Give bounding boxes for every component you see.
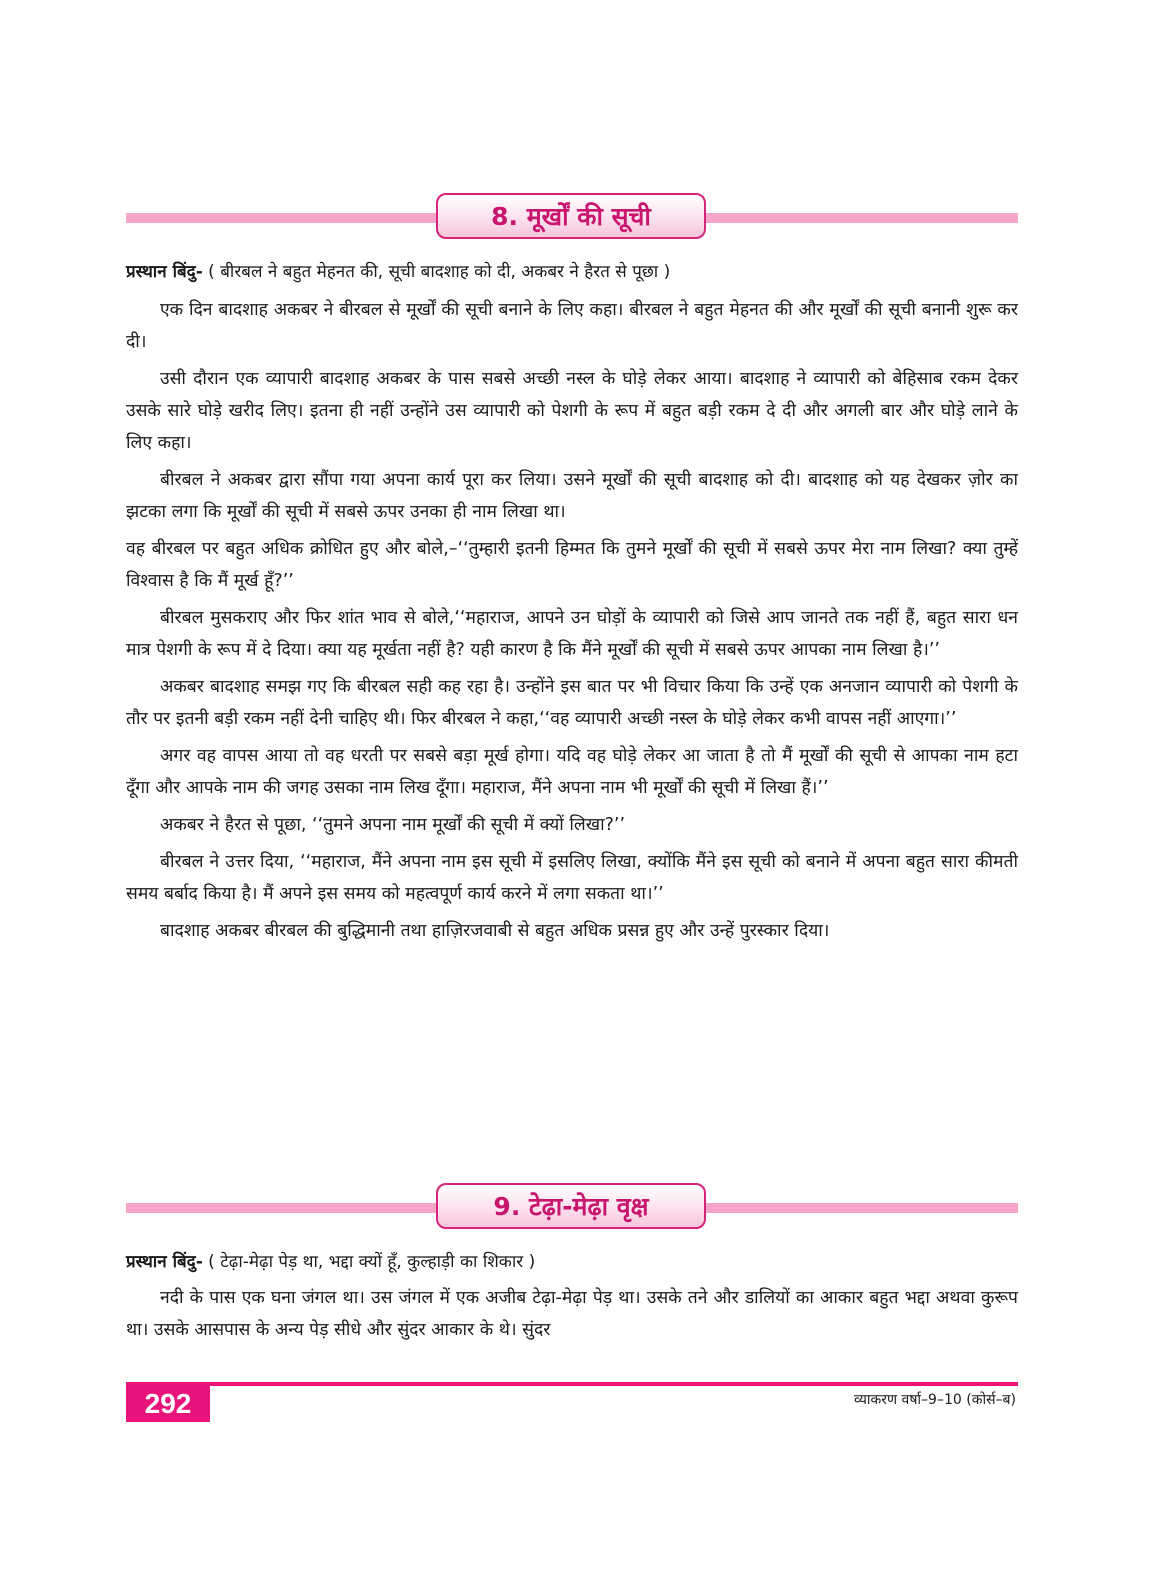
section-9-title-box [436,1183,706,1229]
section-9-title: 9. टेढ़ा-मेढ़ा वृक्ष [493,1192,649,1221]
section-9-heading [126,1183,1018,1233]
lead-text: ( बीरबल ने बहुत मेहनत की, सूची बादशाह को दी, अकबर ने हैरत से पूछा ) [208,262,671,282]
paragraph: एक दिन बादशाह अकबर ने बीरबल से मूर्खों की सूची बनाने के लिए कहा। बीरबल ने बहुत मेहनत की और मूर्खों की सूची बनानी शुरू कर दी। [126,300,1018,352]
section-9-prasthan-bindu [126,1248,1018,1276]
paragraph: बीरबल ने उत्तर दिया, ‘‘महाराज, मैंने अपना नाम इस सूची में इसलिए लिखा, क्योंकि मैंने इस सूची को बनाने में अपना बहुत सारा कीमती समय बर्बाद किया है। मैं अपने इस समय को महत्वपूर्ण कार्य करने में लगा सकता था।’’ [126,852,1018,904]
section-8-title-box [436,193,706,239]
paragraph: बीरबल ने अकबर द्वारा सौंपा गया अपना कार्य पूरा कर लिया। उसने मूर्खों की सूची बादशाह को दी। बादशाह को यह देखकर ज़ोर का झटका लगा कि मूर्खों की सूची में सबसे ऊपर उनका ही नाम लिखा था। [126,470,1018,522]
paragraph: अकबर बादशाह समझ गए कि बीरबल सही कह रहा है। उन्होंने इस बात पर भी विचार किया कि उन्हें एक अनजान व्यापारी को पेशगी के तौर पर इतनी बड़ी रकम नहीं देनी चाहिए थी। फिर बीरबल ने कहा,‘‘वह व्यापारी अच्छी नस्ल के घोड़े लेकर कभी वापस नहीं आएगा।’’ [126,677,1018,729]
page-number: 292 [126,1386,210,1422]
paragraph: बीरबल मुसकराए और फिर शांत भाव से बोले,‘‘महाराज, आपने उन घोड़ों के व्यापारी को जिसे आप जानते तक नहीं हैं, बहुत सारा धन मात्र पेशगी के रूप में दे दिया। क्या यह मूर्खता नहीं है? यही कारण है कि मैंने मूर्खों की सूची में सबसे ऊपर आपका नाम लिखा है।’’ [126,608,1018,660]
section-9-body [126,1282,1018,1351]
lead-label: प्रस्थान बिंदु- [126,262,203,282]
paragraph: उसी दौरान एक व्यापारी बादशाह अकबर के पास सबसे अच्छी नस्ल के घोड़े लेकर आया। बादशाह ने व्यापारी को बेहिसाब रकम देकर उसके सारे घोड़े खरीद लिए। इतना ही नहीं उन्होंने उस व्यापारी को पेशगी के रूप में बहुत बड़ी रकम दे दी और अगली बार और घोड़े लाने के लिए कहा। [126,369,1018,453]
paragraph: बादशाह अकबर बीरबल की बुद्धिमानी तथा हाज़िरजवाबी से बहुत अधिक प्रसन्न हुए और उन्हें पुरस्कार दिया। [160,921,830,941]
section-8-body [126,294,1018,952]
section-8-prasthan-bindu [126,258,1018,286]
footer-rule [126,1382,1018,1386]
paragraph: अगर वह वापस आया तो वह धरती पर सबसे बड़ा मूर्ख होगा। यदि वह घोड़े लेकर आ जाता है तो मैं मूर्खों की सूची से आपका नाम हटा दूँगा और आपके नाम की जगह उसका नाम लिख दूँगा। महाराज, मैंने अपना नाम भी मूर्खों की सूची में लिखा हैं।’’ [126,746,1018,798]
section-8-title: 8. मूर्खों की सूची [491,202,651,231]
lead-label: प्रस्थान बिंदु- [126,1252,203,1272]
paragraph: अकबर ने हैरत से पूछा, ‘‘तुमने अपना नाम मूर्खों की सूची में क्यों लिखा?’’ [160,815,626,835]
section-8-heading [126,193,1018,243]
paragraph: नदी के पास एक घना जंगल था। उस जंगल में एक अजीब टेढ़ा-मेढ़ा पेड़ था। उसके तने और डालियों का आकार बहुत भद्दा अथवा कुरूप था। उसके आसपास के अन्य पेड़ सीधे और सुंदर आकार के थे। सुंदर [126,1288,1018,1340]
lead-text: ( टेढ़ा-मेढ़ा पेड़ था, भद्दा क्यों हूँ, कुल्हाड़ी का शिकार ) [208,1252,536,1272]
paragraph: वह बीरबल पर बहुत अधिक क्रोधित हुए और बोले,–‘‘तुम्हारी इतनी हिम्मत कि तुमने मूर्खों की सूची में सबसे ऊपर मेरा नाम लिखा? क्या तुम्हें विश्वास है कि मैं मूर्ख हूँ?’’ [126,539,1018,591]
book-title: व्याकरण वर्षा–9–10 (कोर्स–ब) [853,1392,1016,1408]
